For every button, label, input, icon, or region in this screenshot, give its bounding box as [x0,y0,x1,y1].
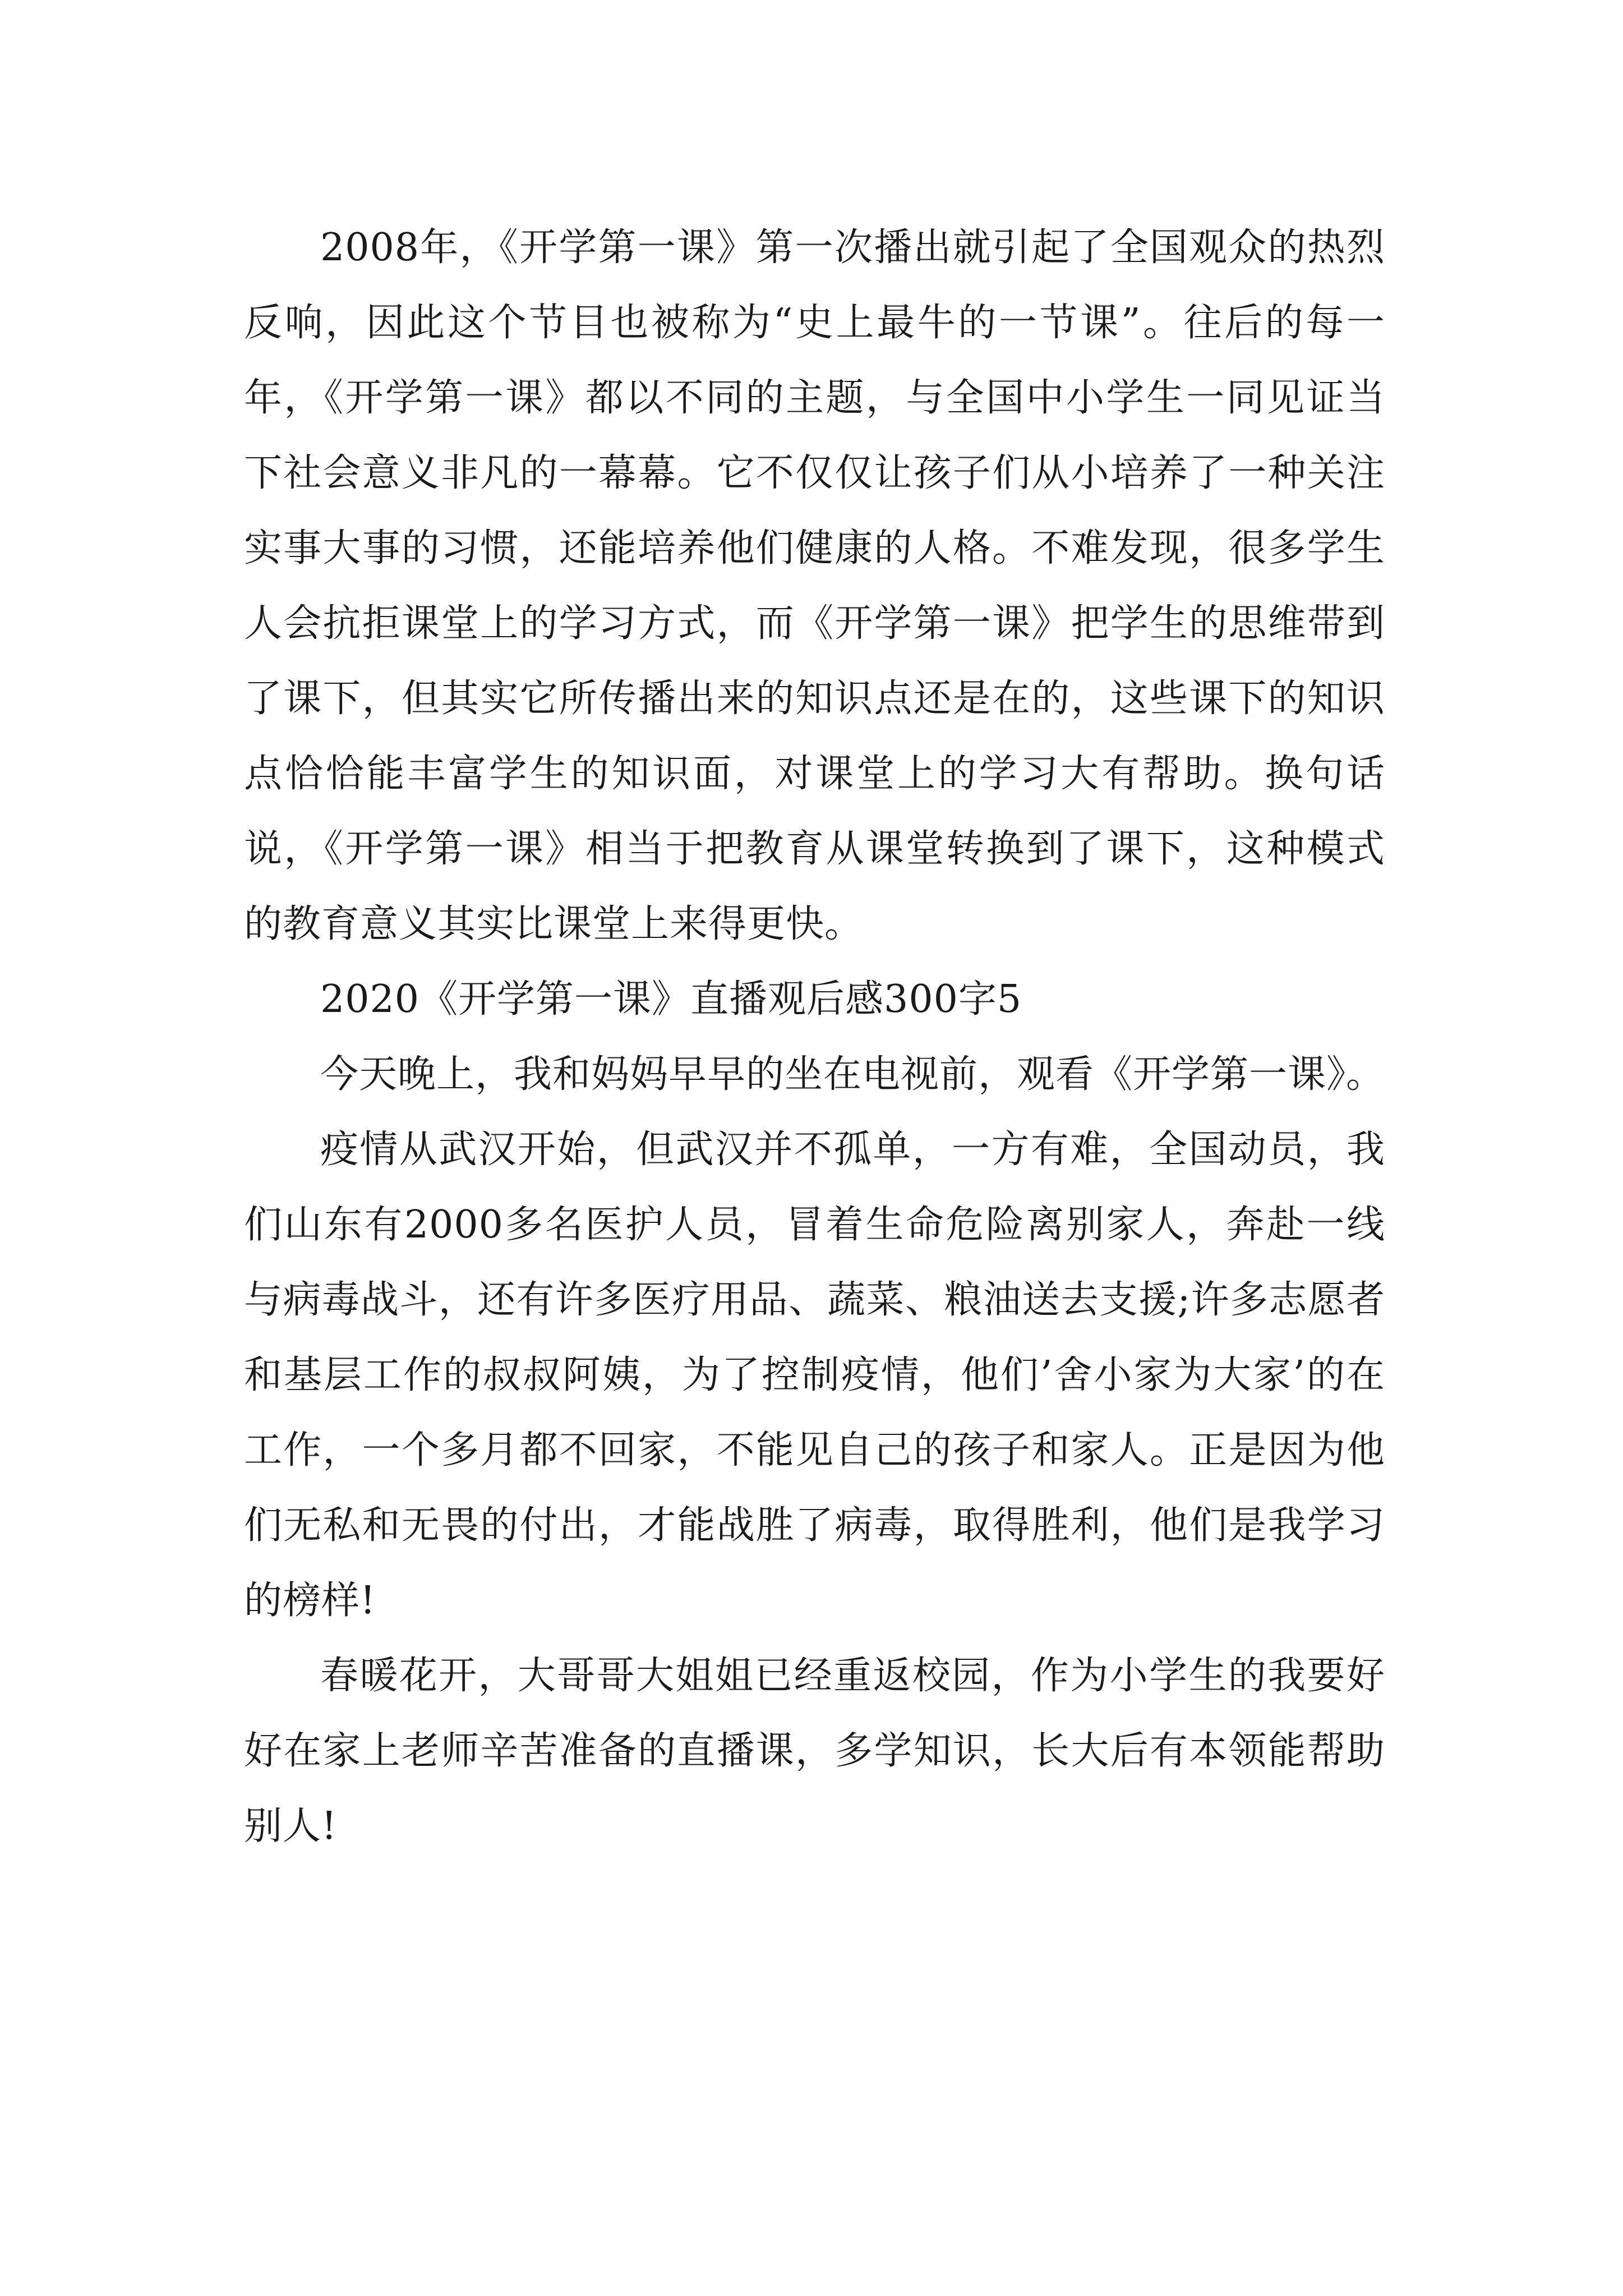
paragraph-watching-tv: 今天晚上，我和妈妈早早的坐在电视前，观看《开学第一课》。 [320,1052,1385,1097]
paragraph-spring: 春暖花开，大哥哥大姐姐已经重返校园，作为小学生的我要好好在家上老师辛苦准备的直播课，多学知识，长大后有本领能帮助别人! [244,1654,1385,1848]
paragraph-opening-lesson-history: 2008年，《开学第一课》第一次播出就引起了全国观众的热烈反响，因此这个节目也被称为“史上最牛的一节课”。往后的每一年，《开学第一课》都以不同的主题，与全国中小学生一同见证当下社会意义非凡的一幕幕。它不仅仅让孩子们从小培养了一种关注实事大事的习惯，还能培养他们健康的人格。不难发现，很多学生人会抗拒课堂上的学习方式，而《开学第一课》把学生的思维带到了课下，但其实它所传播出来的知识点还是在的，这些课下的知识点恰恰能丰富学生的知识面，对课堂上的学习大有帮助。换句话说，《开学第一课》相当于把教育从课堂转换到了课下，这种模式的教育意义其实比课堂上来得更快。 [244,226,1385,946]
section-heading: 2020《开学第一课》直播观后感300字5 [320,977,1022,1022]
paragraph-epidemic: 疫情从武汉开始，但武汉并不孤单，一方有难，全国动员，我们山东有2000多名医护人员，冒着生命危险离别家人，奔赴一线与病毒战斗，还有许多医疗用品、蔬菜、粮油送去支援;许多志愿者和基层工作的叔叔阿姨，为了控制疫情，他们’舍小家为大家’的在工作，一个多月都不回家，不能见自己的孩子和家人。正是因为他们无私和无畏的付出，才能战胜了病毒，取得胜利，他们是我学习的榜样! [244,1128,1385,1623]
document-body [244,210,1385,1864]
